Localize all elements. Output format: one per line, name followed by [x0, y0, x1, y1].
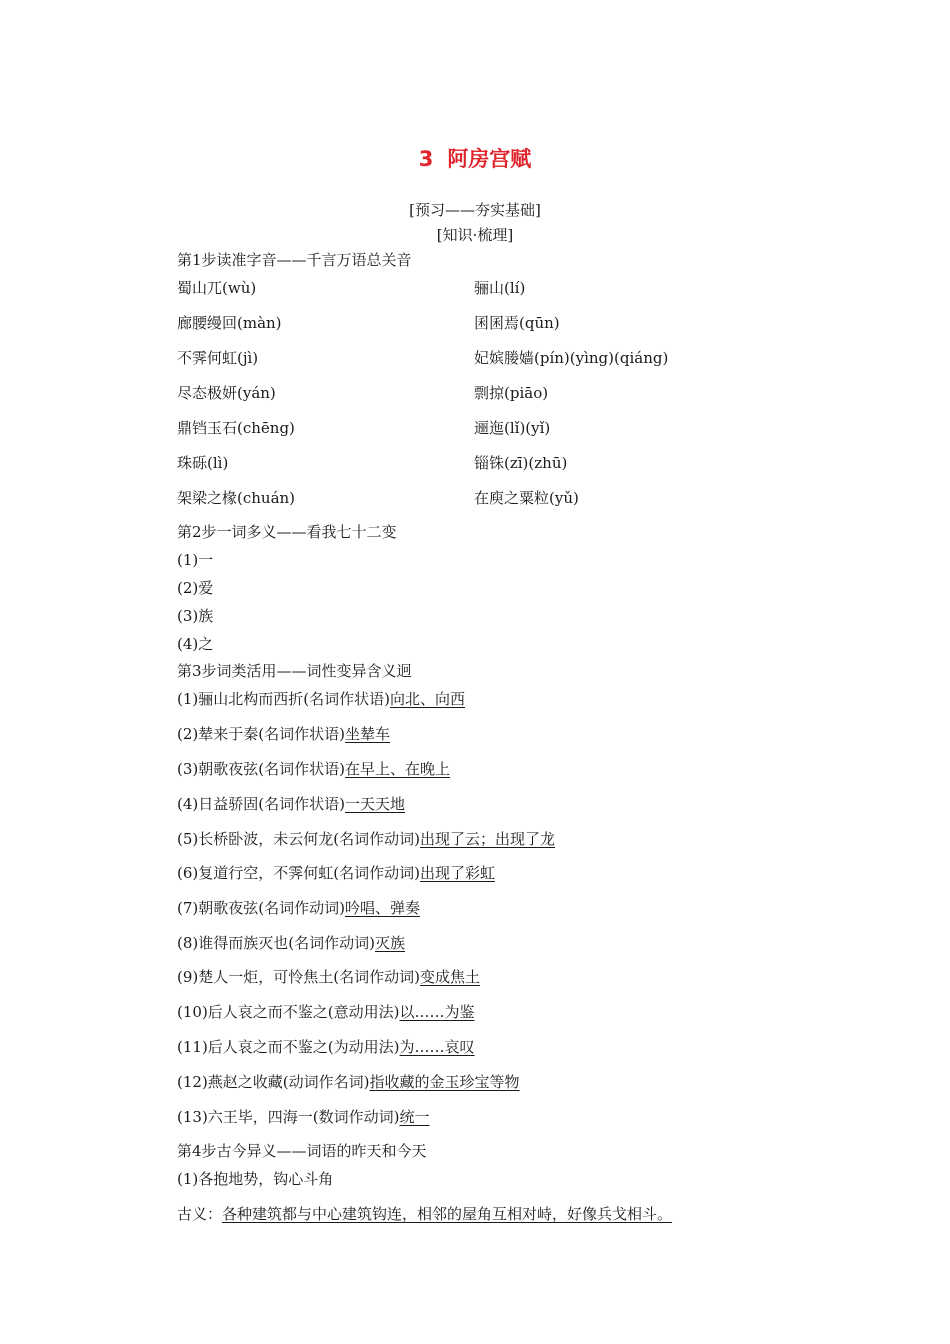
conversion-item	[177, 723, 390, 744]
step2-heading: 第2步一词多义——看我七十二变	[177, 523, 397, 541]
pronunciation-left: 架梁之椽(chuán)	[177, 489, 296, 507]
pronunciation-right: 妃嫔媵嫱(pín)(yìng)(qiáng)	[474, 349, 669, 367]
pronunciation-left: 尽态极妍(yán)	[177, 384, 276, 402]
conversion-item	[177, 1071, 520, 1092]
conversion-answer: 在早上、在晚上	[344, 760, 450, 778]
conversion-text: (9)楚人一炬，可怜焦土(名词作动词)	[177, 968, 420, 986]
conversion-item	[177, 1036, 475, 1057]
pronunciation-right: 骊山(lí)	[474, 279, 526, 297]
conversion-item	[177, 897, 420, 918]
polysemy-item: (2)爱	[177, 579, 214, 597]
pronunciation-left: 鼎铛玉石(chēng)	[177, 419, 295, 437]
section-header-preview: [预习——夯实基础]	[409, 201, 541, 219]
step4-heading: 第4步古今异义——词语的昨天和今天	[177, 1142, 427, 1160]
conversion-text: (5)长桥卧波，未云何龙(名词作动词)	[177, 830, 420, 848]
ancient-meaning-label: 古义：	[177, 1205, 223, 1223]
conversion-answer: 灭族	[374, 934, 405, 952]
conversion-text: (1)骊山北构而西折(名词作状语)	[177, 690, 390, 708]
title-number: 3	[418, 147, 434, 171]
conversion-answer: 向北、向西	[389, 690, 465, 708]
conversion-item	[177, 1001, 475, 1022]
conversion-text: (2)辇来于秦(名词作状语)	[177, 725, 345, 743]
conversion-answer: 出现了云；出现了龙	[419, 830, 555, 848]
conversion-answer: 坐辇车	[344, 725, 390, 743]
pronunciation-right: 在庾之粟粒(yǔ)	[474, 489, 579, 507]
conversion-answer: 出现了彩虹	[419, 864, 495, 882]
polysemy-item: (4)之	[177, 635, 214, 653]
conversion-text: (13)六王毕，四海一(数词作动词)	[177, 1108, 400, 1126]
conversion-item	[177, 932, 405, 953]
title-text: 阿房宫赋	[447, 147, 532, 171]
conversion-answer: 以……为鉴	[399, 1003, 475, 1021]
ancient-meaning	[177, 1203, 672, 1224]
conversion-answer: 指收藏的金玉珍宝等物	[369, 1073, 520, 1091]
conversion-item	[177, 688, 465, 709]
conversion-item	[177, 966, 480, 987]
conversion-answer: 统一	[399, 1108, 430, 1126]
conversion-answer: 变成焦土	[419, 968, 480, 986]
conversion-item	[177, 1106, 430, 1127]
polysemy-item: (3)族	[177, 607, 214, 625]
conversion-item	[177, 828, 555, 849]
pronunciation-right: 剽掠(piāo)	[474, 384, 549, 402]
pronunciation-right: 囷囷焉(qūn)	[474, 314, 560, 332]
section-header-knowledge: [知识·梳理]	[436, 226, 514, 244]
conversion-text: (11)后人哀之而不鉴之(为动用法)	[177, 1038, 400, 1056]
conversion-answer: 吟唱、弹奏	[344, 899, 420, 917]
step3-heading: 第3步词类活用——词性变异含义迥	[177, 662, 412, 680]
conversion-text: (3)朝歌夜弦(名词作状语)	[177, 760, 345, 778]
conversion-text: (6)复道行空，不霁何虹(名词作动词)	[177, 864, 420, 882]
pronunciation-right: 逦迤(lǐ)(yǐ)	[474, 419, 551, 437]
step1-heading: 第1步读准字音——千言万语总关音	[177, 251, 412, 269]
pronunciation-left: 不霁何虹(jì)	[177, 349, 259, 367]
pronunciation-right: 锱铢(zī)(zhū)	[474, 454, 568, 472]
conversion-text: (12)燕赵之收藏(动词作名词)	[177, 1073, 370, 1091]
conversion-text: (10)后人哀之而不鉴之(意动用法)	[177, 1003, 400, 1021]
conversion-item	[177, 793, 405, 814]
conversion-text: (7)朝歌夜弦(名词作动词)	[177, 899, 345, 917]
polysemy-item: (1)一	[177, 551, 214, 569]
conversion-text: (8)谁得而族灭也(名词作动词)	[177, 934, 375, 952]
pronunciation-left: 蜀山兀(wù)	[177, 279, 257, 297]
conversion-item	[177, 862, 495, 883]
ancient-meaning-text: 各种建筑都与中心建筑钩连，相邻的屋角互相对峙，好像兵戈相斗。	[222, 1205, 673, 1223]
pronunciation-left: 廊腰缦回(màn)	[177, 314, 282, 332]
conversion-text: (4)日益骄固(名词作状语)	[177, 795, 345, 813]
ancient-modern-item: (1)各抱地势，钩心斗角	[177, 1170, 334, 1188]
page-title	[0, 143, 950, 173]
pronunciation-left: 珠砾(lì)	[177, 454, 229, 472]
conversion-answer: 一天天地	[344, 795, 405, 813]
conversion-item	[177, 758, 450, 779]
conversion-answer: 为……哀叹	[399, 1038, 475, 1056]
